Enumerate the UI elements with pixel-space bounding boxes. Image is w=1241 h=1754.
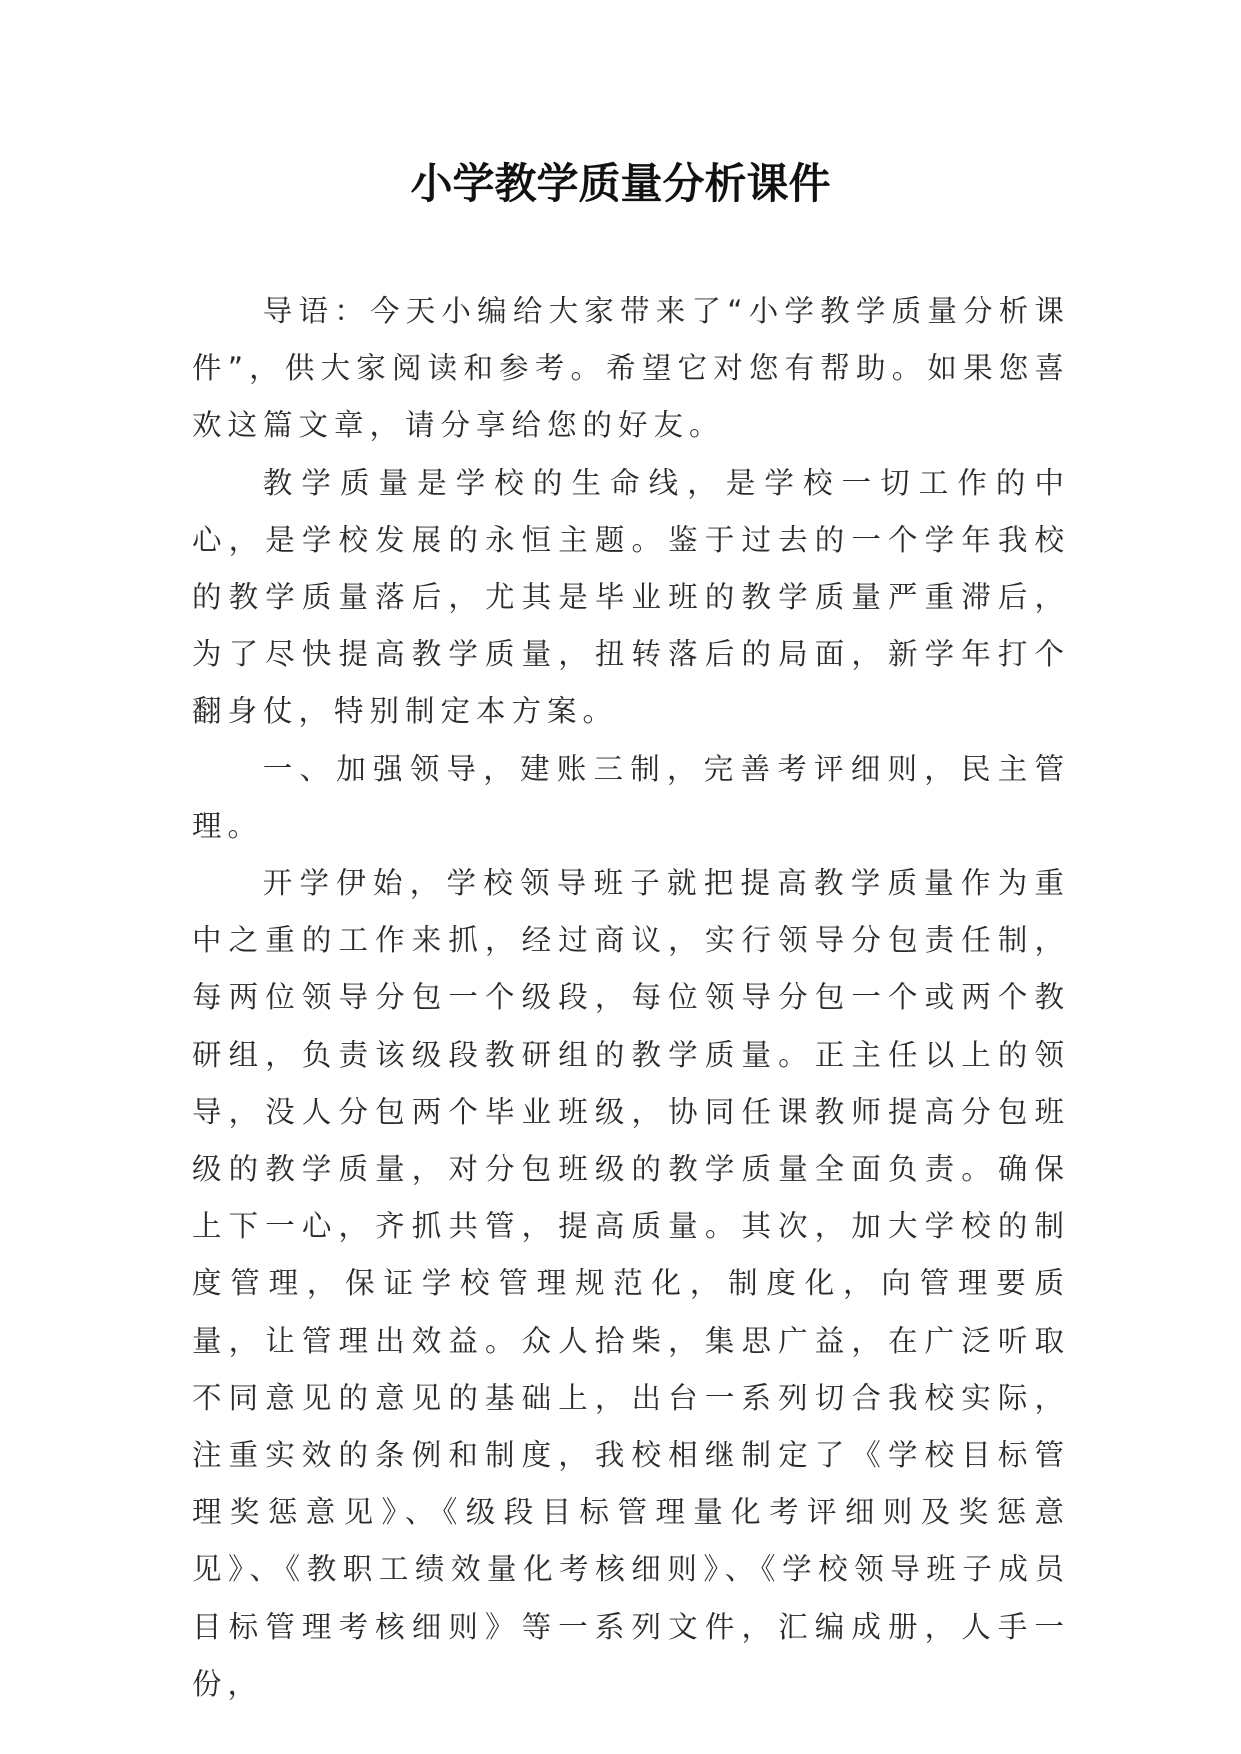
body-paragraph: 教学质量是学校的生命线，是学校一切工作的中心，是学校发展的永恒主题。鉴于过去的一个学年我校的教学质量落后，尤其是毕业班的教学质量严重滞后，为了尽快提高教学质量，扭转落后的局面，新学年打个翻身仗，特别制定本方案。: [192, 465, 1070, 729]
body-paragraph: 开学伊始，学校领导班子就把提高教学质量作为重中之重的工作来抓，经过商议，实行领导分包责任制，每两位领导分包一个级段，每位领导分包一个或两个教研组，负责该级段教研组的教学质量。正主任以上的领导，没人分包两个毕业班级，协同任课教师提高分包班级的教学质量，对分包班级的教学质量全面负责。确保上下一心，齐抓共管，提高质量。其次，加大学校的制度管理，保证学校管理规范化，制度化，向管理要质量，让管理出效益。众人拾柴，集思广益，在广泛听取不同意见的意见的基础上，出台一系列切合我校实际，注重实效的条例和制度，我校相继制定了《学校目标管理奖惩意见》、《级段目标管理量化考评细则及奖惩意见》、《教职工绩效量化考核细则》、《学校领导班子成员目标管理考核细则》等一系列文件，汇编成册，人手一份，: [192, 866, 1070, 1701]
section-heading: 一、加强领导，建账三制，完善考评细则，民主管理。: [192, 751, 1070, 843]
document-body: [192, 283, 1070, 1713]
document-title: 小学教学质量分析课件: [410, 159, 831, 208]
intro-paragraph: 导语：今天小编给大家带来了“小学教学质量分析课件”，供大家阅读和参考。希望它对您有帮助。如果您喜欢这篇文章，请分享给您的好友。: [192, 294, 1070, 443]
